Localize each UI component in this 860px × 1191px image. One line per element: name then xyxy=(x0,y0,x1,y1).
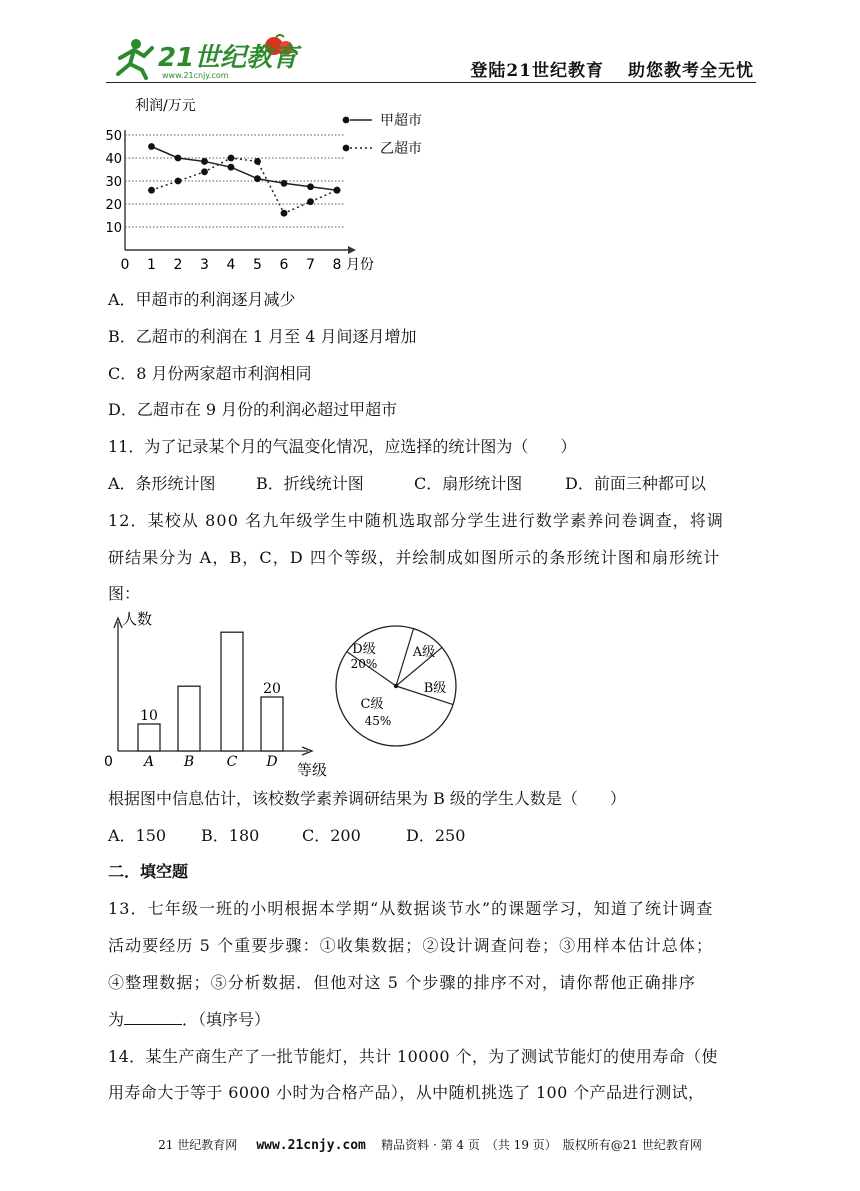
q13-line-2: 活动要经历 5 个重要步骤：①收集数据；②设计调查问卷；③用样本估计总体； xyxy=(108,936,714,955)
q12-options xyxy=(108,826,748,846)
x-tick-label: 5 xyxy=(253,257,262,273)
x-axis-arrow xyxy=(348,246,356,254)
q12-line-3: 图： xyxy=(108,584,141,603)
legend-label: 乙超市 xyxy=(380,141,422,157)
slice-label: B级 xyxy=(423,681,447,696)
data-point xyxy=(228,164,235,171)
x-tick-label: 2 xyxy=(173,257,183,273)
slice-label: D级 xyxy=(352,642,376,657)
bar xyxy=(138,724,160,751)
data-point xyxy=(254,175,261,182)
bar xyxy=(178,686,200,751)
q11-stem: 11．为了记录某个月的气温变化情况，应选择的统计图为（ ） xyxy=(108,437,577,456)
site-logo xyxy=(106,34,306,80)
q12-line-2: 研结果分为 A，B，C，D 四个等级，并绘制成如图所示的条形统计图和扇形统计 xyxy=(108,548,721,567)
page-footer xyxy=(0,1136,860,1153)
header-slogan xyxy=(470,56,754,81)
origin-label: 0 xyxy=(104,754,113,770)
footer-url: www.21cnjy.com xyxy=(256,1138,366,1153)
q13-line-1: 13．七年级一班的小明根据本学期“从数据谈节水”的课题学习，知道了统计调查 xyxy=(108,899,714,918)
q11-option-a: A．条形统计图 xyxy=(108,474,216,493)
data-point xyxy=(307,198,314,205)
footer-info: 精品资料 · 第 4 页 （共 19 页） 版权所有@21 世纪教育网 xyxy=(381,1138,702,1152)
data-point xyxy=(175,155,182,162)
slogan-right: 助您教考全无忧 xyxy=(628,61,754,81)
legend-label: 甲超市 xyxy=(380,113,422,129)
data-point xyxy=(148,143,155,150)
grade-pie-chart xyxy=(332,622,472,762)
data-point xyxy=(281,180,288,187)
q14-line-1: 14．某生产商生产了一批节能灯，共计 10000 个，为了测试节能灯的使用寿命（使 xyxy=(108,1047,718,1066)
x-tick-label: 8 xyxy=(332,257,342,273)
y-tick-label: 20 xyxy=(105,198,122,213)
data-point xyxy=(228,155,235,162)
q12-option-c: C．200 xyxy=(302,826,361,845)
q12-option-d: D．250 xyxy=(406,826,466,845)
y-tick-label: 10 xyxy=(105,221,122,236)
category-label: A xyxy=(143,754,155,770)
data-point xyxy=(254,158,261,165)
legend-marker xyxy=(343,145,350,152)
q12-option-a: A．150 xyxy=(108,826,167,845)
slice-percent: 20% xyxy=(350,657,378,671)
slogan-left: 登陆21世纪教育 xyxy=(470,61,604,81)
category-label: B xyxy=(183,754,195,770)
profit-line-chart xyxy=(100,92,460,274)
q14-line-2: 用寿命大于等于 6000 小时为合格产品），从中随机挑选了 100 个产品进行测试， xyxy=(108,1083,705,1102)
q12-option-b: B．180 xyxy=(201,826,260,845)
q13-line-4 xyxy=(108,1010,270,1030)
x-axis-label: 等级 xyxy=(297,761,328,779)
logo-url: www.21cnjy.com xyxy=(162,71,229,80)
runner-icon xyxy=(118,39,152,78)
y-tick-label: 40 xyxy=(105,152,122,167)
x-tick-label: 3 xyxy=(200,257,209,273)
y-axis-label: 利润/万元 xyxy=(135,98,196,114)
q10-option-a: A．甲超市的利润逐月减少 xyxy=(108,290,296,309)
category-label: D xyxy=(266,754,278,770)
y-axis-label: 人数 xyxy=(122,610,153,628)
y-tick-label: 30 xyxy=(105,175,122,190)
data-point xyxy=(175,178,182,185)
x-axis-label: 月份 xyxy=(346,257,374,273)
value-label: 20 xyxy=(263,681,281,697)
q13-line-4-suffix: ．（填序号） xyxy=(182,1010,271,1029)
data-point xyxy=(148,187,155,194)
slice-label: A级 xyxy=(412,645,436,660)
y-tick-label: 50 xyxy=(105,129,122,144)
bar xyxy=(261,697,283,751)
x-tick-label: 6 xyxy=(279,257,289,273)
q10-option-c: C．8 月份两家超市利润相同 xyxy=(108,364,312,383)
data-point xyxy=(201,168,208,175)
q10-option-d: D．乙超市在 9 月份的利润必超过甲超市 xyxy=(108,400,398,419)
data-point xyxy=(201,158,208,165)
legend-marker xyxy=(343,117,350,124)
answer-blank xyxy=(124,1010,182,1025)
x-tick-label: 1 xyxy=(147,257,156,273)
data-point xyxy=(281,210,288,217)
q11-option-b: B．折线统计图 xyxy=(256,474,364,493)
category-label: C xyxy=(226,754,238,770)
pie-center xyxy=(394,684,398,688)
footer-site: 21 世纪教育网 xyxy=(158,1138,238,1152)
header-divider xyxy=(106,82,756,83)
data-point xyxy=(307,183,314,190)
q13-line-3: ④整理数据；⑤分析数据．但他对这 5 个步骤的排序不对，请你帮他正确排序 xyxy=(108,973,696,992)
q12-line-1: 12．某校从 800 名九年级学生中随机选取部分学生进行数学素养问卷调查，将调 xyxy=(108,511,724,530)
q12-question: 根据图中信息估计，该校数学素养调研结果为 B 级的学生人数是（ ） xyxy=(108,789,626,808)
q10-option-b: B．乙超市的利润在 1 月至 4 月间逐月增加 xyxy=(108,327,417,346)
q13-line-4-prefix: 为 xyxy=(108,1010,125,1029)
value-label: 10 xyxy=(140,708,158,724)
q11-options xyxy=(108,474,748,494)
section-title: 二．填空题 xyxy=(108,862,189,881)
x-tick-label: 0 xyxy=(120,257,130,273)
data-point xyxy=(334,187,341,194)
bar xyxy=(221,632,243,751)
slice-percent: 45% xyxy=(364,714,392,728)
x-tick-label: 4 xyxy=(226,257,236,273)
logo-text: 21世纪教育 xyxy=(158,43,299,73)
slice-label: C级 xyxy=(360,697,384,712)
q11-option-c: C．扇形统计图 xyxy=(414,474,523,493)
grade-bar-chart xyxy=(100,604,340,779)
x-tick-label: 7 xyxy=(306,257,315,273)
page-header xyxy=(106,28,756,83)
q11-option-d: D．前面三种都可以 xyxy=(565,474,706,493)
